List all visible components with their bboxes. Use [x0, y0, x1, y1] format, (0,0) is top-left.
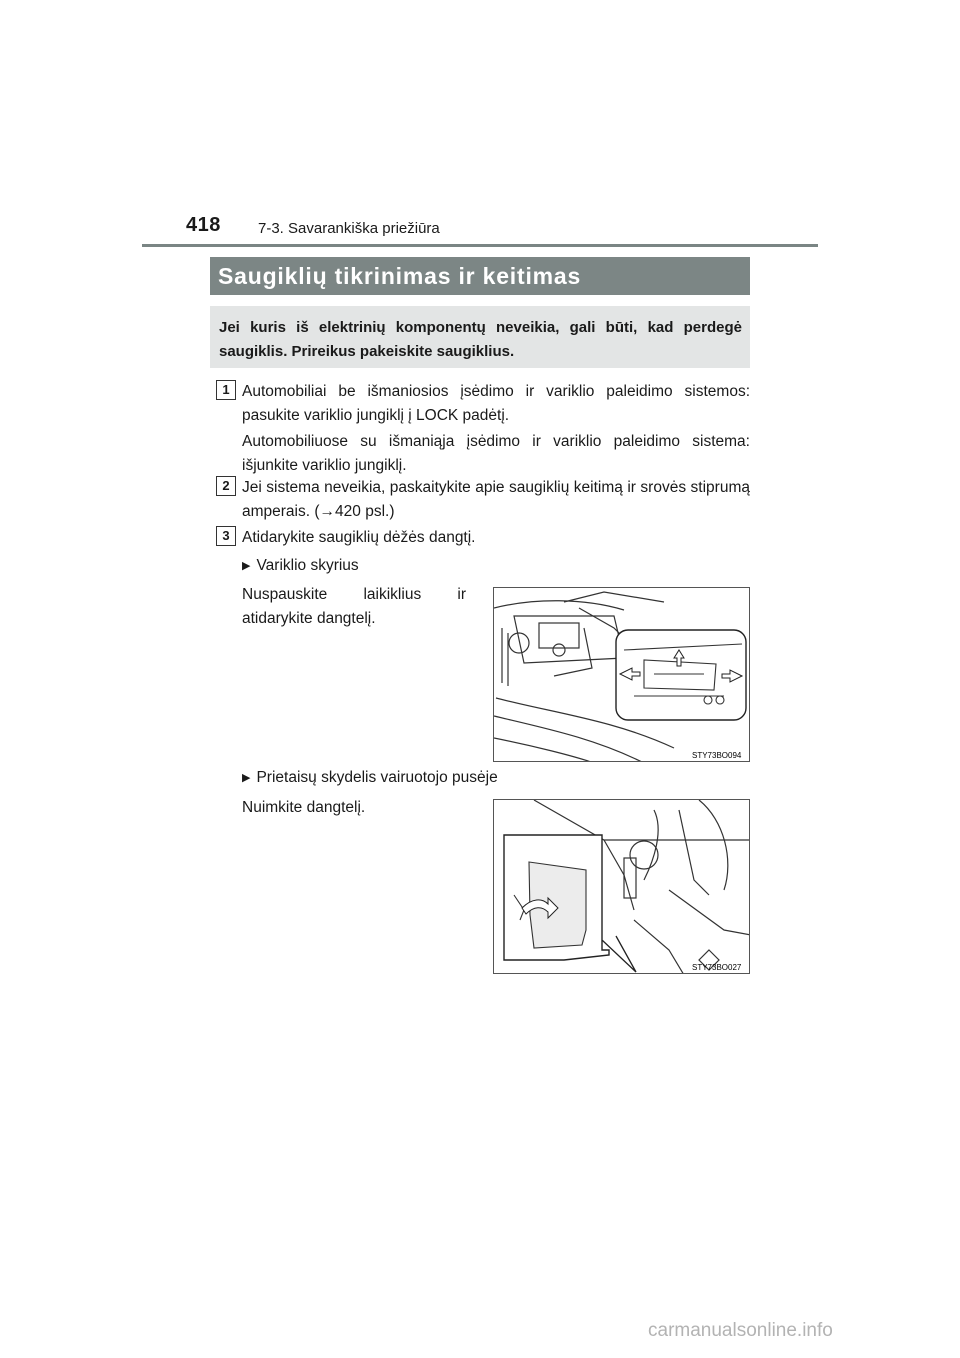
- step-number-3: 3: [216, 526, 236, 546]
- instrument-panel-instruction: Nuimkite dangtelį.: [242, 799, 366, 816]
- figure-code: STY73BO094: [692, 751, 742, 760]
- figure-code: STY73BO027: [692, 963, 742, 972]
- page-reference: 420 psl.): [335, 503, 395, 520]
- bullet-label: Variklio skyrius: [256, 557, 359, 574]
- triangle-bullet-icon: ▶: [242, 772, 251, 784]
- engine-fuse-box-figure: [493, 587, 750, 762]
- intro-box: [210, 306, 750, 368]
- section-title: 7-3. Savarankiška priežiūra: [258, 220, 440, 237]
- page-number: 418: [186, 214, 221, 236]
- header-divider: [142, 244, 818, 247]
- instrument-panel-illustration: [494, 800, 750, 974]
- intro-text: Jei kuris iš elektrinių komponentų neveikia, gali būti, kad perdegė saugiklis. Prireikus pakeiskite saugiklius.: [219, 319, 742, 360]
- instrument-panel-fuse-figure: [493, 799, 750, 974]
- step-1-paragraph-1: Automobiliai be išmaniosios įsėdimo ir variklio paleidimo sistemos: pasukite variklio jungiklį į LOCK padėtį.: [242, 383, 750, 424]
- engine-compartment-instruction: Nuspauskite laikiklius ir atidarykite dangtelį.: [242, 586, 466, 627]
- triangle-bullet-icon: ▶: [242, 560, 251, 572]
- step-number-2: 2: [216, 476, 236, 496]
- watermark: carmanualsonline.info: [648, 1320, 833, 1341]
- step-2-text: Jei sistema neveikia, paskaitykite apie saugiklių keitimą ir srovės stiprumą amperais. (: [242, 479, 750, 520]
- bullet-instrument-panel: [242, 766, 498, 790]
- step-2-paragraph: [242, 476, 750, 524]
- step-3-paragraph: Atidarykite saugiklių dėžės dangtį.: [242, 529, 476, 546]
- engine-fuse-box-illustration: [494, 588, 750, 762]
- bullet-label: Prietaisų skydelis vairuotojo pusėje: [256, 769, 498, 786]
- page-title: Saugiklių tikrinimas ir keitimas: [210, 257, 750, 295]
- bullet-engine-compartment: [242, 554, 359, 578]
- step-1-paragraph-2: Automobiliuose su išmaniąja įsėdimo ir variklio paleidimo sistema: išjunkite variklio jungiklį.: [242, 433, 750, 474]
- arrow-right-icon: →: [319, 503, 336, 520]
- step-number-1: 1: [216, 380, 236, 400]
